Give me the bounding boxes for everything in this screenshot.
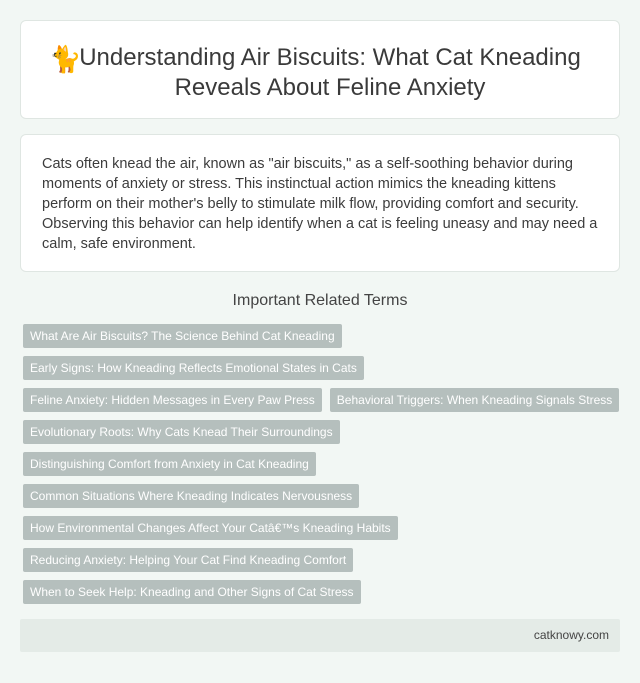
footer [20,619,620,652]
title-card [20,20,620,119]
site-domain[interactable]: catknowy.com [533,628,609,642]
page-title: Understanding Air Biscuits: What Cat Kneading Reveals About Feline Anxiety [79,44,581,101]
cat-icon: 🐈 [49,44,82,74]
related-term-tag[interactable]: What Are Air Biscuits? The Science Behind Cat Kneading [23,324,342,348]
tag-row [23,484,623,508]
related-term-tag[interactable]: Reducing Anxiety: Helping Your Cat Find Kneading Comfort [23,548,353,572]
related-term-tag[interactable]: How Environmental Changes Affect Your Catâ€™s Kneading Habits [23,516,398,540]
tag-row [23,548,623,572]
tag-row [23,356,623,380]
related-term-tag[interactable]: Evolutionary Roots: Why Cats Knead Their Surroundings [23,420,340,444]
related-term-tag[interactable]: Distinguishing Comfort from Anxiety in Cat Kneading [23,452,316,476]
tag-row [23,580,623,604]
tag-row [23,324,623,348]
related-term-tag[interactable]: When to Seek Help: Kneading and Other Signs of Cat Stress [23,580,361,604]
related-term-tag[interactable]: Early Signs: How Kneading Reflects Emotional States in Cats [23,356,364,380]
tag-row [23,452,623,476]
description-card [20,134,620,272]
tag-row [23,420,623,444]
related-term-tag[interactable]: Feline Anxiety: Hidden Messages in Every Paw Press [23,388,322,412]
tag-row [23,516,623,540]
related-terms-heading: Important Related Terms [232,292,408,309]
description-text: Cats often knead the air, known as "air biscuits," as a self-soothing behavior during moments of anxiety or stress. This instinctual action mimics the kneading kittens perform on their mother's belly to stimulate milk flow, providing comfort and security. Observing this behavior can help identify when a cat is feeling uneasy and may need a calm, safe environment. [42,156,598,252]
tag-row [23,388,623,412]
related-term-tag[interactable]: Behavioral Triggers: When Kneading Signals Stress [330,388,619,412]
related-terms-list [23,324,623,612]
related-term-tag[interactable]: Common Situations Where Kneading Indicates Nervousness [23,484,359,508]
